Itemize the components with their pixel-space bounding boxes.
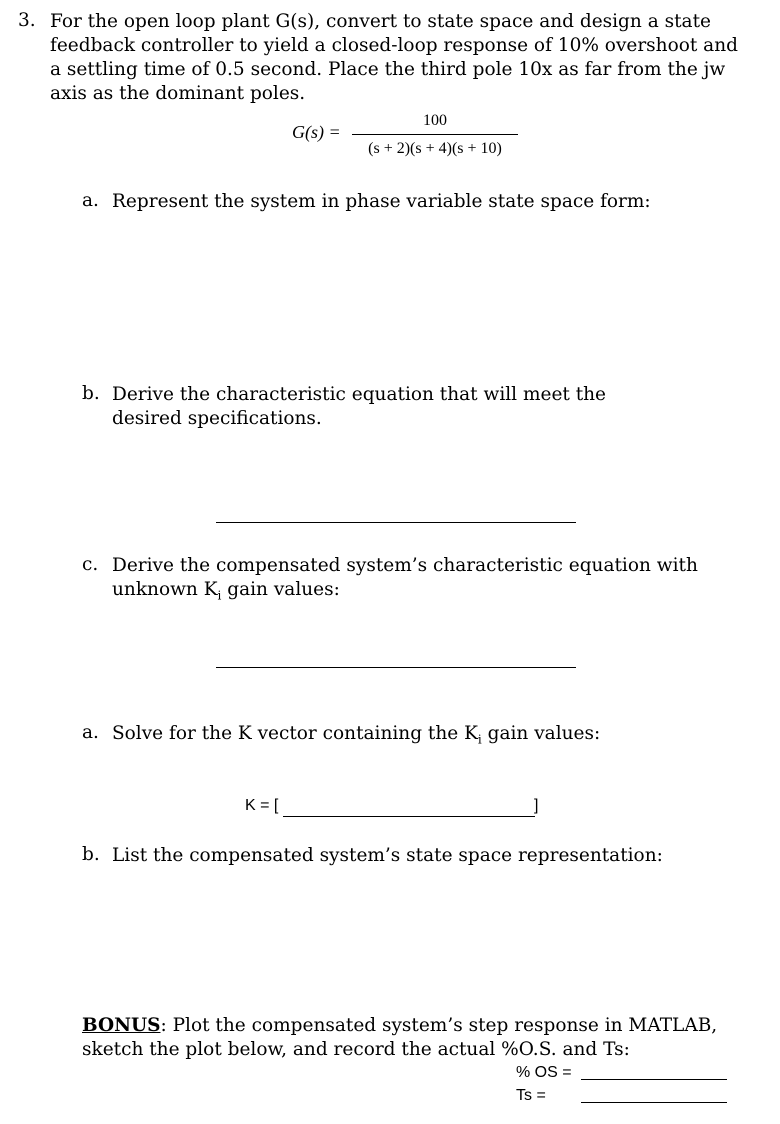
tf-label: G(s) = [292,122,341,142]
k-vector-answer-line[interactable] [283,816,535,817]
k-vector-open: K = [ [245,797,279,814]
fraction-bar [352,134,518,135]
bonus-text: BONUS: Plot the compensated system’s step response in MATLAB, sketch the plot below, and record the actual %O.S. and Ts: [82,1015,718,1060]
k-vector-close: ] [534,797,539,814]
tf-numerator: 100 [423,112,447,129]
answer-line-b[interactable] [216,522,576,523]
part-a2-label: a. [82,722,99,743]
part-a-label: a. [82,190,99,211]
part-b2-text: List the compensated system’s state space representation: [112,845,663,866]
answer-line-c[interactable] [216,667,576,668]
os-answer-line[interactable] [581,1079,727,1080]
bonus-label: BONUS [82,1015,161,1036]
tf-denominator: (s + 2)(s + 4)(s + 10) [368,140,502,157]
question-text: For the open loop plant G(s), convert to state space and design a state feedback controller to yield a closed-loop response of 10% overshoot and a settling time of 0.5 second. Place the third pole 10x as far from the jw axis as the dominant poles. [50,11,738,104]
part-b-label: b. [82,383,100,404]
part-c-label: c. [82,554,99,575]
part-a2-text: Solve for the K vector containing the $K_i$ gain values: [112,723,601,747]
part-b-text: Derive the characteristic equation that will meet the desired specifications. [112,384,606,429]
ts-answer-line[interactable] [581,1102,727,1103]
os-label: % OS = [516,1064,572,1081]
part-c-text: Derive the compensated system’s characteristic equation with unknown $K_i$ gain values: [112,555,698,603]
part-b2-label: b. [82,844,100,865]
ts-label: Ts = [516,1087,546,1104]
part-a-text: Represent the system in phase variable state space form: [112,191,651,212]
question-number: 3. [18,10,36,31]
